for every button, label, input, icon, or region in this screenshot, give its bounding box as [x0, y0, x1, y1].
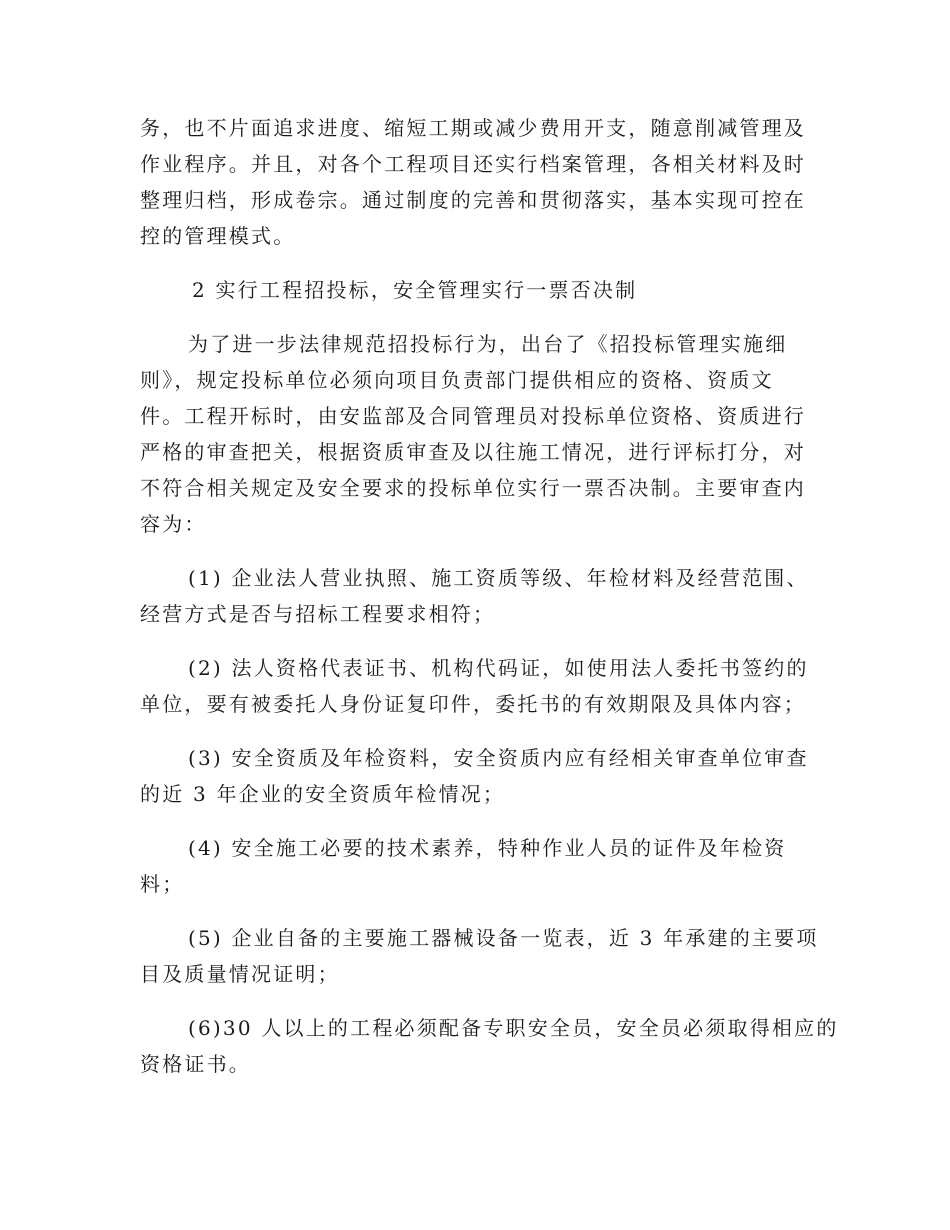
list-item-2-line-2: 单位，要有被委托人身份证复印件，委托书的有效期限及具体内容； — [140, 692, 806, 716]
paragraph-1-line-1: 务，也不片面追求进度、缩短工期或减少费用开支，随意削减管理及 — [140, 116, 806, 140]
list-item-5-line-1: (5) 企业自备的主要施工器械设备一览表，近 3 年承建的主要项 — [188, 926, 819, 950]
section-heading: 2 实行工程招投标，安全管理实行一票否决制 — [192, 278, 638, 302]
paragraph-2-line-6: 容为： — [140, 512, 207, 536]
list-item-3-line-2: 的近 3 年企业的安全资质年检情况； — [140, 782, 506, 806]
paragraph-2-line-5: 不符合相关规定及安全要求的投标单位实行一票否决制。主要审查内 — [140, 476, 806, 500]
list-item-5-line-2: 目及质量情况证明； — [140, 962, 340, 986]
paragraph-2-line-1: 为了进一步法律规范招投标行为，出台了《招投标管理实施细 — [188, 332, 788, 356]
list-item-6-line-1: (6)30 人以上的工程必须配备专职安全员，安全员必须取得相应的 — [188, 1016, 839, 1040]
paragraph-1-line-2: 作业程序。并且，对各个工程项目还实行档案管理，各相关材料及时 — [140, 152, 806, 176]
list-item-1-line-1: (1) 企业法人营业执照、施工资质等级、年检材料及经营范围、 — [188, 566, 809, 590]
paragraph-2-line-3: 件。工程开标时，由安监部及合同管理员对投标单位资格、资质进行 — [140, 404, 806, 428]
list-item-4-line-1: (4) 安全施工必要的技术素养，特种作业人员的证件及年检资 — [188, 836, 787, 860]
list-item-6-line-2: 资格证书。 — [140, 1052, 251, 1076]
paragraph-1-line-3: 整理归档，形成卷宗。通过制度的完善和贯彻落实，基本实现可控在 — [140, 188, 806, 212]
list-item-4-line-2: 料； — [140, 872, 185, 896]
list-item-3-line-1: (3) 安全资质及年检资料，安全资质内应有经相关审查单位审查 — [188, 746, 809, 770]
paragraph-1-line-4: 控的管理模式。 — [140, 224, 296, 248]
paragraph-2-line-2: 则》，规定投标单位必须向项目负责部门提供相应的资格、资质文 — [140, 368, 774, 392]
paragraph-2-line-4: 严格的审查把关，根据资质审查及以往施工情况，进行评标打分，对 — [140, 440, 806, 464]
list-item-2-line-1: (2) 法人资格代表证书、机构代码证，如使用法人委托书签约的 — [188, 656, 809, 680]
list-item-1-line-2: 经营方式是否与招标工程要求相符； — [140, 602, 496, 626]
